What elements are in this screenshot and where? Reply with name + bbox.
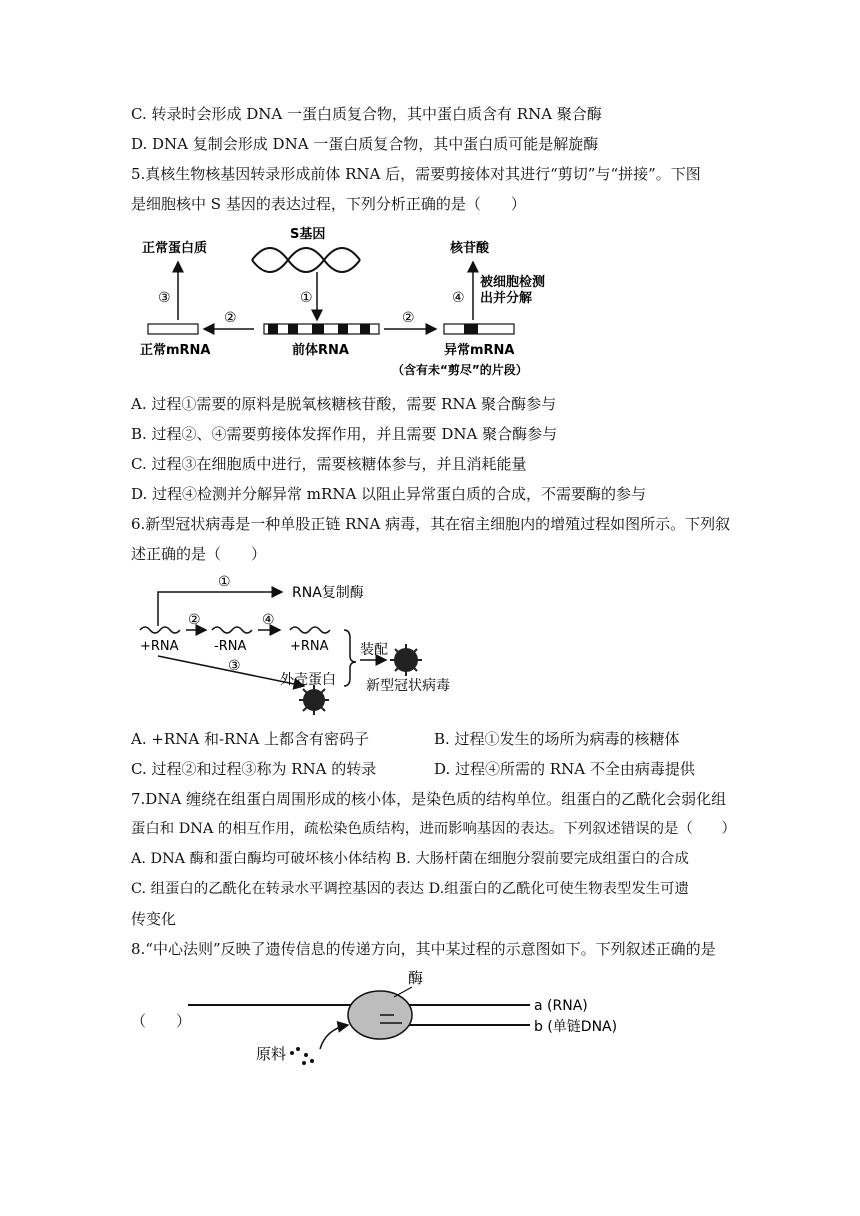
minus-rna-label: -RNA: [214, 639, 247, 654]
label-b-dna: b (单链DNA): [534, 1019, 618, 1035]
question-7-line3: A. DNA 酶和蛋白酶均可破坏核小体结构 B. 大肠杆菌在细胞分裂前要完成组蛋白的合成: [131, 851, 689, 867]
step-2-right-label: ②: [402, 310, 415, 326]
rna-replicase-label: RNA复制酶: [292, 585, 364, 601]
fig6-step-3: ③: [228, 658, 241, 674]
nucleotide-label: 核苷酸: [450, 241, 490, 256]
question-7-line2: 蛋白和 DNA 的相互作用，疏松染色质结构，进而影响基因的表达。下列叙述错误的是（ ）: [131, 821, 736, 837]
question-6-line2: 述正确的是（ ）: [131, 545, 267, 563]
figure-6-virus-replication: [132, 568, 492, 720]
question-8-line1: 8.“中心法则”反映了遗传信息的传递方向，其中某过程的示意图如下。下列叙述正确的是: [131, 940, 716, 958]
question-5-line1: 5.真核生物核基因转录形成前体 RNA 后，需要剪接体对其进行“剪切”与“拼接”。下图: [131, 165, 701, 183]
abnormal-mrna-bar: [444, 324, 514, 334]
virus-icon: [390, 644, 422, 676]
normal-mrna-bar: [148, 324, 198, 334]
question-7-line4: C. 组蛋白的乙酰化在转录水平调控基因的表达 D.组蛋白的乙酰化可使生物表型发生可遗: [131, 881, 689, 897]
dna-helix-strand-1: [252, 248, 360, 272]
normal-protein-label: 正常蛋白质: [142, 241, 208, 256]
question-7-line1: 7.DNA 缠绕在组蛋白周围形成的核小体，是染色质的结构单位。组蛋白的乙酰化会弱化组: [131, 790, 727, 808]
step-2-left-label: ②: [224, 310, 237, 326]
material-label: 原料: [256, 1045, 287, 1063]
question-6-line1: 6.新型冠状病毒是一种单股正链 RNA 病毒，其在宿主细胞内的增殖过程如图所示。下列叙: [131, 515, 731, 533]
plus-rna-1-wave: [140, 627, 180, 633]
figure-5-gene-expression: [138, 222, 568, 382]
fig6-step-4: ④: [262, 612, 275, 628]
q5-option-c: C. 过程③在细胞质中进行，需要核糖体参与，并且消耗能量: [131, 455, 527, 473]
q6-option-a: A. +RNA 和-RNA 上都含有密码子: [131, 730, 370, 748]
label-a-rna: a (RNA): [534, 998, 588, 1014]
fig6-step-2: ②: [188, 612, 201, 628]
pre-rna-bar: [264, 324, 379, 334]
raw-material-dots: [290, 1047, 314, 1065]
q5-option-a: A. 过程①需要的原料是脱氧核糖核苷酸，需要 RNA 聚合酶参与: [131, 395, 557, 413]
detect-label-1: 被细胞检测: [480, 275, 546, 290]
step-4-label: ④: [452, 290, 465, 306]
plus-rna-1-label: +RNA: [140, 639, 179, 654]
brace: [344, 630, 356, 686]
dna-helix-strand-2: [252, 248, 360, 272]
q5-option-b: B. 过程②、④需要剪接体发挥作用，并且需要 DNA 聚合酶参与: [131, 425, 558, 443]
minus-rna-wave: [212, 627, 252, 633]
virus-label: 新型冠状病毒: [366, 678, 450, 694]
step-1-label: ①: [300, 290, 313, 306]
step-3-label: ③: [158, 290, 171, 306]
question-5-line2: 是细胞核中 S 基因的表达过程，下列分析正确的是（ ）: [131, 195, 526, 213]
option-d-prev: D. DNA 复制会形成 DNA 一蛋白质复合物，其中蛋白质可能是解旋酶: [131, 135, 599, 153]
q8-answer-paren: （ ）: [131, 1012, 192, 1030]
pre-rna-label: 前体RNA: [292, 343, 349, 358]
plus-rna-2-label: +RNA: [290, 639, 329, 654]
figure-8-transcription: [180, 965, 630, 1075]
question-7-line5: 传变化: [131, 910, 177, 928]
q6-option-c: C. 过程②和过程③称为 RNA 的转录: [131, 760, 377, 778]
capsid-label: 外壳蛋白: [280, 672, 336, 688]
q6-option-d: D. 过程④所需的 RNA 不全由病毒提供: [434, 760, 695, 778]
fig6-step-1: ①: [218, 574, 231, 590]
option-c-prev: C. 转录时会形成 DNA 一蛋白质复合物，其中蛋白质含有 RNA 聚合酶: [131, 105, 602, 123]
abnormal-note: （含有未“剪尽”的片段）: [392, 363, 528, 377]
capsid-protein-icon: [299, 685, 329, 715]
gene-label: S基因: [290, 227, 326, 242]
abnormal-mrna-label: 异常mRNA: [444, 343, 515, 358]
detect-label-2: 出并分解: [480, 291, 533, 306]
q6-option-b: B. 过程①发生的场所为病毒的核糖体: [434, 730, 680, 748]
enzyme-label: 酶: [408, 969, 424, 987]
q5-option-d: D. 过程④检测并分解异常 mRNA 以阻止异常蛋白质的合成，不需要酶的参与: [131, 485, 647, 503]
normal-mrna-label: 正常mRNA: [140, 343, 211, 358]
plus-rna-2-wave: [290, 627, 330, 633]
assemble-label: 装配: [360, 642, 388, 658]
